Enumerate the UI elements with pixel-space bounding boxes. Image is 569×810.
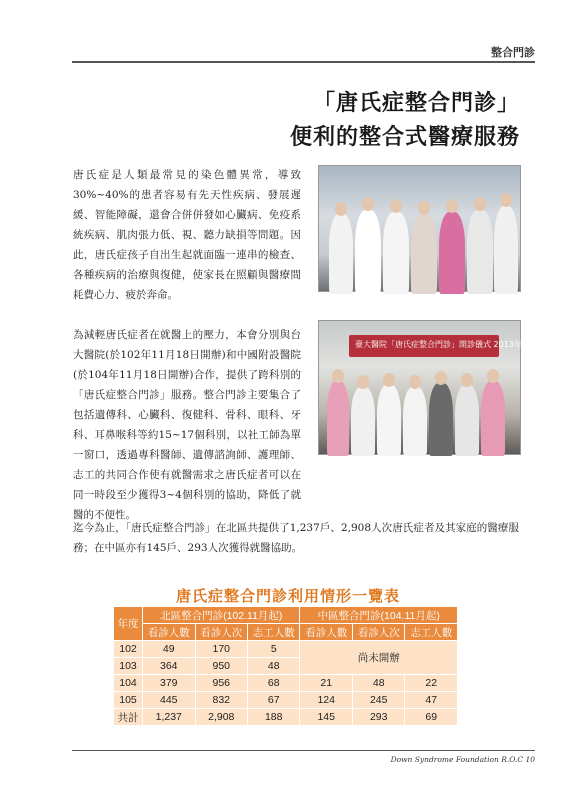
ceremony-banner-text: 臺大醫院「唐氏症整合門診」開診儀式 2013年11月18日: [355, 340, 559, 349]
table-row: [114, 641, 458, 658]
table-cell: 445: [143, 692, 195, 709]
table-cell: 950: [195, 658, 247, 675]
paragraph-intro: 唐氏症是人類最常見的染色體異常，導致30%~40%的患者容易有先天性疾病、發展遲緩、智能障礙，還會合併併發如心臟病、免疫系統疾病、肌肉張力低、視、聽力缺損等問題。因此，唐氏症孩子自出生起就面臨一連串的檢查、各種疾病的治療與復健，使家長在照顧與醫療間耗費心力、疲於奔命。: [73, 169, 301, 301]
pending-cell: 尚未開辦: [300, 641, 458, 675]
bottom-divider: [72, 750, 535, 751]
year-cell: 103: [114, 658, 143, 675]
table-cell: 124: [300, 692, 352, 709]
section-label: 整合門診: [491, 46, 535, 59]
table-cell: 188: [248, 709, 300, 726]
table-cell: 2,908: [195, 709, 247, 726]
column-header: 看診人數: [143, 624, 195, 641]
top-divider: [72, 61, 535, 63]
table-cell: 48: [352, 675, 404, 692]
photo-doctors-group: [318, 165, 521, 292]
year-cell: 共計: [114, 709, 143, 726]
table-row: [114, 692, 458, 709]
table-cell: 69: [405, 709, 458, 726]
table-cell: 68: [248, 675, 300, 692]
table-cell: 1,237: [143, 709, 195, 726]
table-cell: 67: [248, 692, 300, 709]
photo-opening-ceremony: [318, 320, 559, 455]
table-row-total: [114, 709, 458, 726]
usage-table: [113, 606, 458, 726]
ceremony-banner: [349, 335, 559, 357]
year-cell: 104: [114, 675, 143, 692]
page-footer: Down Syndrome Foundation R.O.C 10: [390, 755, 535, 764]
table-cell: 5: [248, 641, 300, 658]
column-header: 看診人次: [195, 624, 247, 641]
table-cell: 48: [248, 658, 300, 675]
table-cell: 245: [352, 692, 404, 709]
table-cell: 293: [352, 709, 404, 726]
column-header: 志工人數: [248, 624, 300, 641]
column-header: 看診人次: [352, 624, 404, 641]
table-cell: 379: [143, 675, 195, 692]
page-title-line1: 「唐氏症整合門診」: [312, 90, 520, 116]
paragraph-summary: 迄今為止，「唐氏症整合門診」在北區共提供了1,237戶、2,908人次唐氏症者及其家庭的醫療服務；在中區亦有145戶、293人次獲得就醫協助。: [73, 522, 519, 554]
table-cell: 22: [405, 675, 458, 692]
column-header: 志工人數: [405, 624, 458, 641]
table-cell: 49: [143, 641, 195, 658]
table-cell: 47: [405, 692, 458, 709]
north-group-header: 北區整合門診(102.11月起): [143, 607, 300, 624]
table-title: 唐氏症整合門診利用情形一覽表: [175, 587, 400, 605]
year-cell: 105: [114, 692, 143, 709]
column-header: 看診人數: [300, 624, 352, 641]
paragraph-services: 為減輕唐氏症者在就醫上的壓力，本會分別與台大醫院(於102年11月18日開辦)和中國附設醫院(於104年11月18日開辦)合作，提供了跨科別的「唐氏症整合門診」服務。整合門診主要集合了包括遺傳科、心臟科、復健科、骨科、眼科、牙科、耳鼻喉科等約15~17個科別，以社工師為單一窗口，透過專科醫師、遺傳諮詢師、護理師、志工的共同合作使有就醫需求之唐氏症者可以在同一時段至少獲得3~4個科別的協助，降低了就醫的不便性。: [73, 329, 301, 521]
table-cell: 956: [195, 675, 247, 692]
table-cell: 364: [143, 658, 195, 675]
central-group-header: 中區整合門診(104.11月起): [300, 607, 458, 624]
table-cell: 145: [300, 709, 352, 726]
table-cell: 170: [195, 641, 247, 658]
table-cell: 832: [195, 692, 247, 709]
year-header: 年度: [114, 607, 143, 641]
year-cell: 102: [114, 641, 143, 658]
page-title-line2: 便利的整合式醫療服務: [289, 124, 520, 150]
table-cell: 21: [300, 675, 352, 692]
table-row: [114, 675, 458, 692]
